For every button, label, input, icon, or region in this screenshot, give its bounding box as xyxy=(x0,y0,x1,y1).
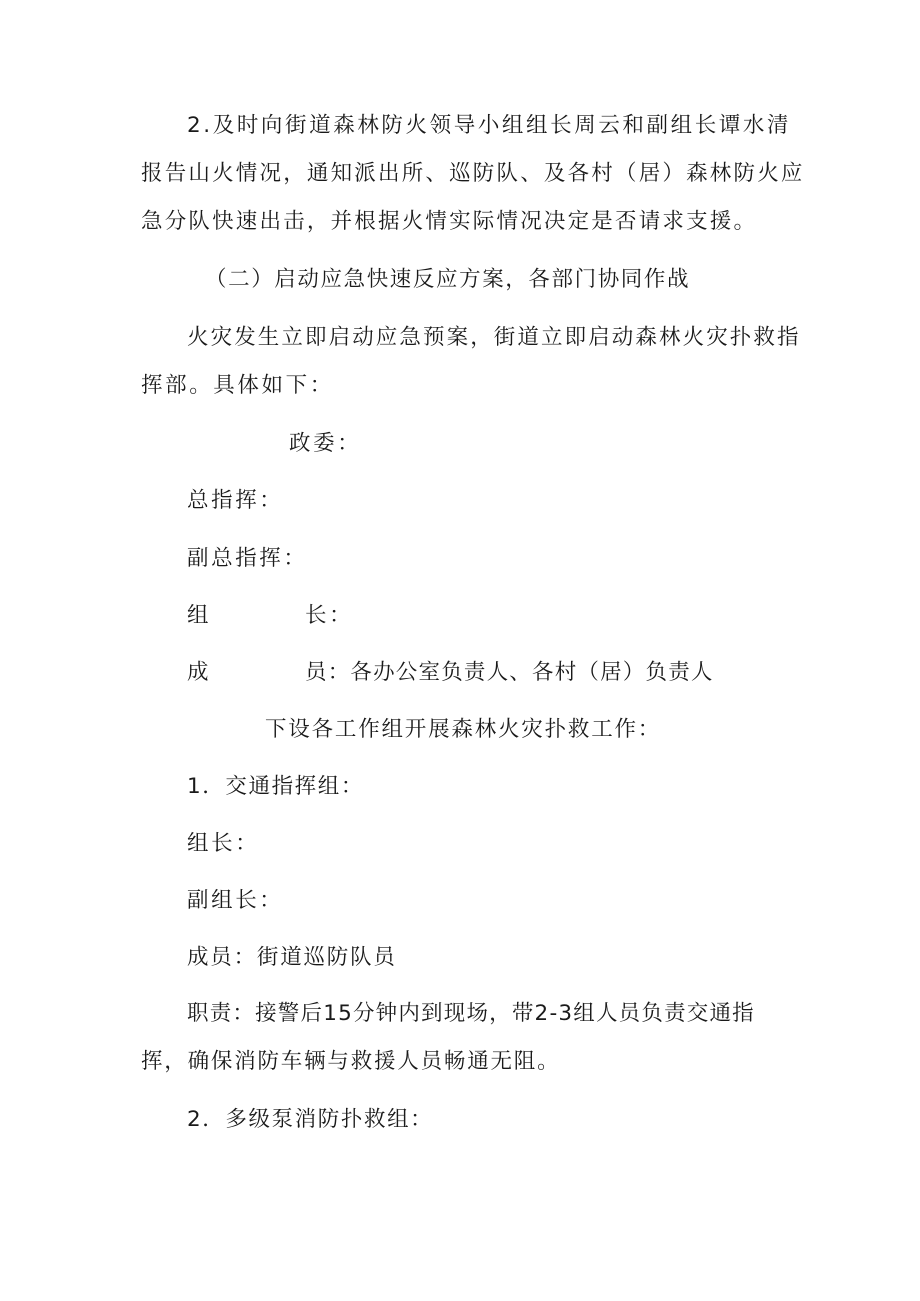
group-1-leader: 组长： xyxy=(187,831,260,856)
team-leader-char-1: 组 xyxy=(187,603,212,628)
para-2-line-2: 报告山火情况，通知派出所、巡防队、及各村（居）森林防火应 xyxy=(141,161,805,186)
political-commissar-label: 政委： xyxy=(289,431,362,456)
group-2-title: 2．多级泵消防扑救组： xyxy=(187,1107,434,1132)
group-1-title: 1．交通指挥组： xyxy=(187,774,364,799)
group-1-deputy: 副组长： xyxy=(187,888,284,913)
working-groups-intro: 下设各工作组开展森林火灾扑救工作： xyxy=(265,717,662,742)
members-rest: 员：各办公室负责人、各村（居）负责人 xyxy=(305,660,714,685)
group-1-duty-line-2: 挥，确保消防车辆与救援人员畅通无阻。 xyxy=(141,1049,561,1074)
intro-line-2: 挥部。具体如下： xyxy=(141,373,334,398)
group-1-members: 成员：街道巡防队员 xyxy=(187,945,397,970)
intro-line-1: 火灾发生立即启动应急预案，街道立即启动森林火灾扑救指 xyxy=(187,325,801,350)
group-1-duty-line-1: 职责：接警后15分钟内到现场，带2-3组人员负责交通指 xyxy=(187,1001,755,1026)
commander-in-chief-label: 总指挥： xyxy=(187,488,284,513)
deputy-commander-label: 副总指挥： xyxy=(187,546,308,571)
members-char-1: 成 xyxy=(187,660,212,685)
para-2-line-3: 急分队快速出击，并根据火情实际情况决定是否请求支援。 xyxy=(141,209,758,234)
team-leader-char-2: 长： xyxy=(305,603,354,628)
section-heading: （二）启动应急快速反应方案，各部门协同作战 xyxy=(205,267,691,292)
para-2-line-1: 2.及时向街道森林防火领导小组组长周云和副组长谭水清 xyxy=(187,113,792,138)
